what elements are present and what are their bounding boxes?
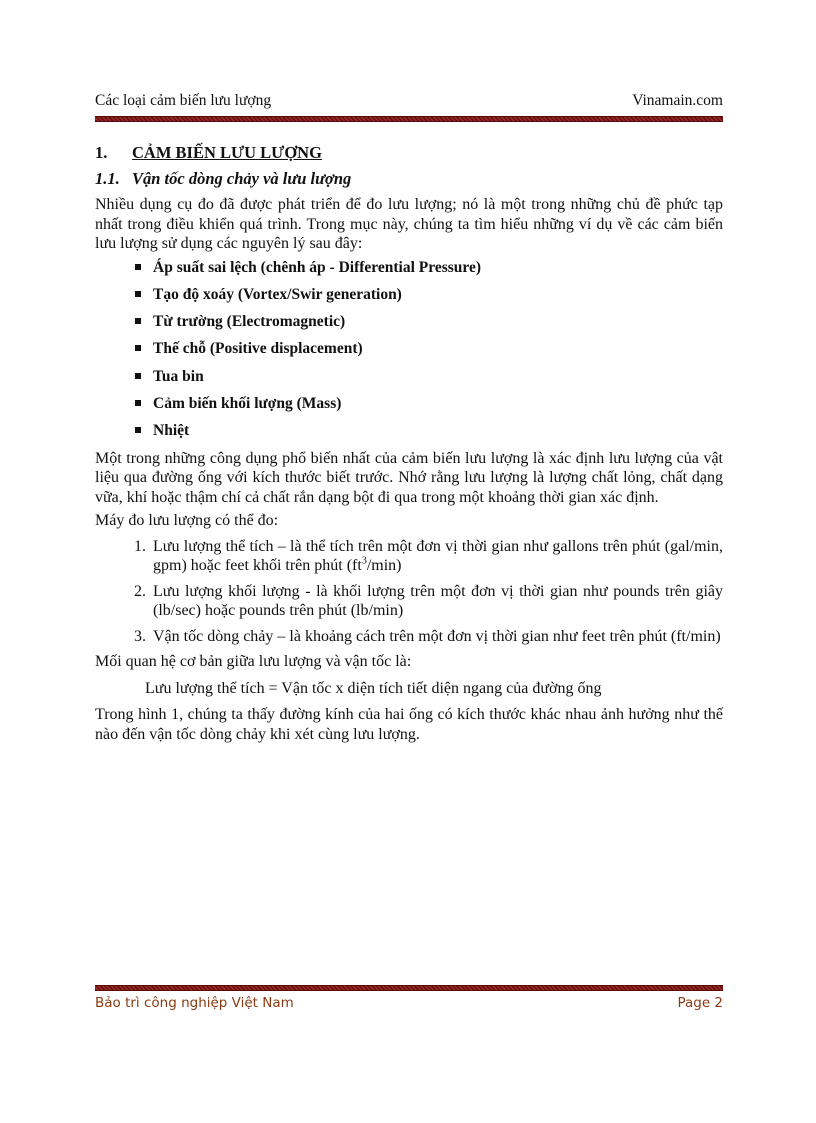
list-item-number: 2. [134,582,146,600]
list-item [95,256,723,283]
square-bullet-icon [135,264,141,270]
footer-org: Bảo trì công nghiệp Việt Nam [95,995,294,1011]
subsection-heading [95,169,723,191]
list-item [95,537,723,576]
square-bullet-icon [135,345,141,351]
list-item [95,283,723,310]
section-title: CẢM BIẾN LƯU LƯỢNG [132,143,322,162]
list-item-number: 1. [134,537,146,555]
page-number: Page 2 [677,995,723,1011]
list-item [95,582,723,621]
figure-reference-paragraph: Trong hình 1, chúng ta thấy đường kính của hai ống có kích thước khác nhau ảnh hưởng như thế nào đến vận tốc dòng chảy khi xét cùng lưu lượng. [95,706,723,743]
square-bullet-icon [135,291,141,297]
list-item [95,310,723,337]
list-item-text: Lưu lượng khối lượng - là khối lượng trên một đơn vị thời gian như pounds trên giây (lb/sec) hoặc pounds trên phút (lb/min) [153,582,723,620]
list-item-label: Nhiệt [153,422,190,440]
header-title: Các loại cảm biến lưu lượng [95,92,272,109]
list-item-label: Từ trường (Electromagnetic) [153,313,346,331]
footer-rule [95,985,723,991]
list-item-text-suffix: /min) [366,557,402,575]
list-item [95,627,723,647]
intro-paragraph: Nhiều dụng cụ đo đã được phát triển để đo lưu lượng; nó là một trong những chủ đề phức tạp nhất trong điều khiển quá trình. Trong mục này, chúng ta tìm hiểu những ví dụ về các cảm biến lưu lượng sử dụng các nguyên lý sau đây: [95,196,723,252]
principles-list [95,256,723,447]
square-bullet-icon [135,400,141,406]
page-header [95,92,723,114]
relation-paragraph: Mối quan hệ cơ bản giữa lưu lượng và vận tốc là: [95,653,412,671]
list-item-text: Vận tốc dòng chảy – là khoảng cách trên một đơn vị thời gian như feet trên phút (ft/min) [153,627,721,645]
page-footer [95,995,723,1015]
list-item [95,337,723,364]
measure-intro-paragraph: Máy đo lưu lượng có thể đo: [95,512,279,530]
section-number: 1. [95,143,108,162]
list-item-label: Thế chỗ (Positive displacement) [153,340,363,358]
list-item [95,419,723,446]
list-item [95,392,723,419]
list-item-number: 3. [134,627,146,645]
usage-paragraph: Một trong những công dụng phổ biến nhất của cảm biến lưu lượng là xác định lưu lượng của vật liệu qua đường ống với kích thước biết trước. Nhớ rằng lưu lượng là lượng chất lỏng, chất dạng vữa, khí hoặc thậm chí cả chất rắn dạng bột đi qua trong một khoảng thời gian xác định. [95,449,723,506]
square-bullet-icon [135,427,141,433]
measures-list [95,537,723,647]
header-rule [95,116,723,122]
page-content [95,141,723,748]
list-item-label: Áp suất sai lệch (chênh áp - Differential Pressure) [153,258,482,276]
square-bullet-icon [135,373,141,379]
list-item-label: Tạo độ xoáy (Vortex/Swir generation) [153,285,402,303]
subsection-number: 1.1. [95,169,120,188]
header-site: Vinamain.com [632,92,723,109]
list-item [95,365,723,392]
section-heading [95,141,723,163]
formula-line: Lưu lượng thể tích = Vận tốc x diện tích tiết diện ngang của đường ống [145,679,602,697]
subsection-title: Vận tốc dòng chảy và lưu lượng [132,169,352,188]
square-bullet-icon [135,318,141,324]
list-item-label: Cảm biến khối lượng (Mass) [153,394,342,412]
list-item-text: Lưu lượng thể tích – là thể tích trên một đơn vị thời gian như gallons trên phút (gal/min, gpm) hoặc feet khối trên phút (ft [153,537,723,575]
superscript: 3 [361,555,367,567]
list-item-label: Tua bin [153,367,204,385]
